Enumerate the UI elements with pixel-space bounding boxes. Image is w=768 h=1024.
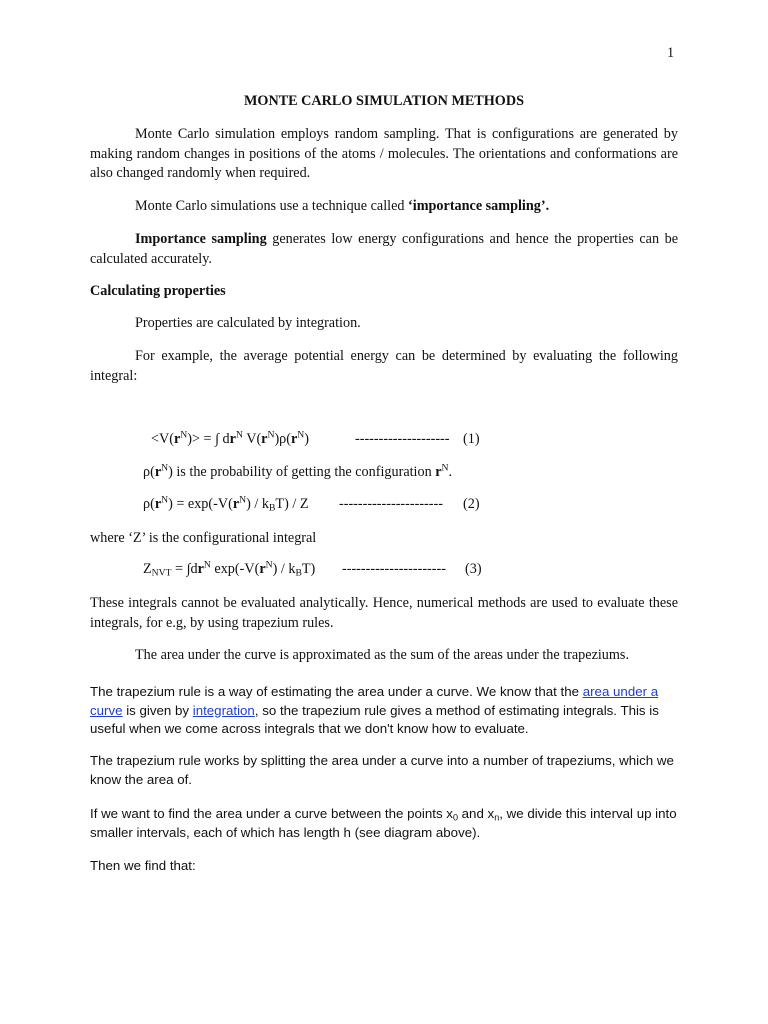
equation-3-leader: ---------------------- xyxy=(342,561,446,577)
paragraph-then: Then we find that: xyxy=(90,858,196,873)
paragraph-trapezium-rule xyxy=(90,683,678,739)
eq3-part: exp(-V( xyxy=(210,561,260,577)
paragraph-example: For example, the average potential energy can be determined by evaluating the following integral: xyxy=(90,348,678,384)
x0-subscript: 0 xyxy=(452,812,458,823)
rho-sup: N xyxy=(441,462,449,474)
eq2-part: ) = exp(-V( xyxy=(168,496,233,512)
eq2-r: r xyxy=(154,496,162,512)
page-title xyxy=(0,93,768,110)
paragraph-area-approximation: The area under the curve is approximated as the sum of the areas under the trapeziums. xyxy=(135,647,629,663)
rho-r: r xyxy=(154,464,162,480)
trapezium-text: is given by xyxy=(122,702,193,718)
equation-2 xyxy=(143,496,309,513)
eq1-r: r xyxy=(229,431,236,447)
section-heading-text: Calculating properties xyxy=(90,283,226,299)
xn-subscript: n xyxy=(494,812,500,823)
eq1-part: ) xyxy=(304,431,309,447)
interval-text: If we want to find the area under a curve between the points x xyxy=(90,806,453,821)
where-line: where ‘Z’ is the configurational integral xyxy=(90,530,317,546)
eq1-sup: N xyxy=(180,429,188,441)
eq1-sup: N xyxy=(267,429,275,441)
importance-sampling-text: generates low energy configurations and hence the properties can be calculated accurately. xyxy=(90,231,678,267)
paragraph-properties: Properties are calculated by integration. xyxy=(135,315,361,331)
eq3-r: r xyxy=(197,561,204,577)
equation-1 xyxy=(151,431,309,448)
eq2-part: T) / Z xyxy=(275,496,309,512)
equation-1-leader: -------------------- xyxy=(355,431,450,447)
eq3-part: = ∫d xyxy=(171,561,198,577)
eq3-sub: B xyxy=(295,567,302,579)
eq1-sup: N xyxy=(235,429,243,441)
paragraph-interval xyxy=(90,805,678,842)
eq3-r: r xyxy=(259,561,266,577)
eq1-part: <V( xyxy=(151,431,174,447)
rho-part: ρ( xyxy=(143,464,155,480)
integration-link[interactable]: integration xyxy=(192,702,255,718)
paragraph-intro: Monte Carlo simulation employs random sampling. That is configurations are generated by making random changes in positions of the atoms / molecules. The orientations and conformations are also changed randomly when required. xyxy=(90,126,678,181)
interval-text: and x xyxy=(457,806,495,821)
eq1-sup: N xyxy=(297,429,305,441)
eq2-r: r xyxy=(232,496,240,512)
eq3-sup: N xyxy=(265,559,273,571)
eq3-z: Z xyxy=(143,561,152,577)
technique-text: Monte Carlo simulations use a technique called xyxy=(135,198,409,214)
equation-1-number: (1) xyxy=(463,431,480,447)
rho-part: ) is the probability of getting the configuration xyxy=(168,464,436,480)
trapezium-text: , so the trapezium rule gives a method of estimating integrals. This is useful when we come across integrals that we don't know how to evaluate. xyxy=(90,702,659,736)
eq1-r: r xyxy=(290,431,298,447)
eq2-sup: N xyxy=(161,494,169,506)
eq3-part: T) xyxy=(301,561,316,577)
equation-3-number: (3) xyxy=(465,561,482,577)
importance-sampling-label: Importance sampling xyxy=(135,231,267,247)
eq1-r: r xyxy=(173,431,181,447)
equation-2-number: (2) xyxy=(463,496,480,512)
interval-text: , we divide this interval up into smaller intervals, each of which has length h (see diagram above). xyxy=(90,806,677,840)
equation-3 xyxy=(143,561,315,578)
paragraph-trapezium-split: The trapezium rule works by splitting the area under a curve into a number of trapeziums, which we know the area of. xyxy=(90,753,674,787)
eq3-part: ) / k xyxy=(272,561,296,577)
paragraph-technique xyxy=(90,197,678,217)
rho-definition xyxy=(143,464,452,481)
eq1-r: r xyxy=(261,431,268,447)
section-heading xyxy=(90,282,678,302)
eq1-part: V( xyxy=(242,431,262,447)
area-under-curve-link[interactable]: area under a curve xyxy=(90,684,659,718)
eq2-part: ) / k xyxy=(246,496,269,512)
page-title-text: MONTE CARLO SIMULATION METHODS xyxy=(244,93,524,109)
eq2-sup: N xyxy=(239,494,247,506)
rho-r: r xyxy=(435,464,442,480)
eq2-part: ρ( xyxy=(143,496,155,512)
eq3-sub: NVT xyxy=(151,567,172,579)
equation-2-leader: ---------------------- xyxy=(339,496,443,512)
eq2-sub: B xyxy=(268,502,276,514)
rho-part: . xyxy=(448,464,453,480)
eq1-part: )> = ∫ d xyxy=(187,431,230,447)
page-number: 1 xyxy=(667,45,675,61)
paragraph-importance-sampling xyxy=(90,230,678,269)
importance-sampling-term: ‘importance sampling’. xyxy=(408,198,550,214)
paragraph-numerical-methods: These integrals cannot be evaluated analytically. Hence, numerical methods are used to evaluate these integrals, for e.g, by using trapezium rules. xyxy=(90,595,678,631)
trapezium-text: The trapezium rule is a way of estimating the area under a curve. We know that the xyxy=(90,684,583,699)
rho-sup: N xyxy=(161,462,169,474)
eq1-part: )ρ( xyxy=(274,431,291,447)
eq3-sup: N xyxy=(203,559,211,571)
